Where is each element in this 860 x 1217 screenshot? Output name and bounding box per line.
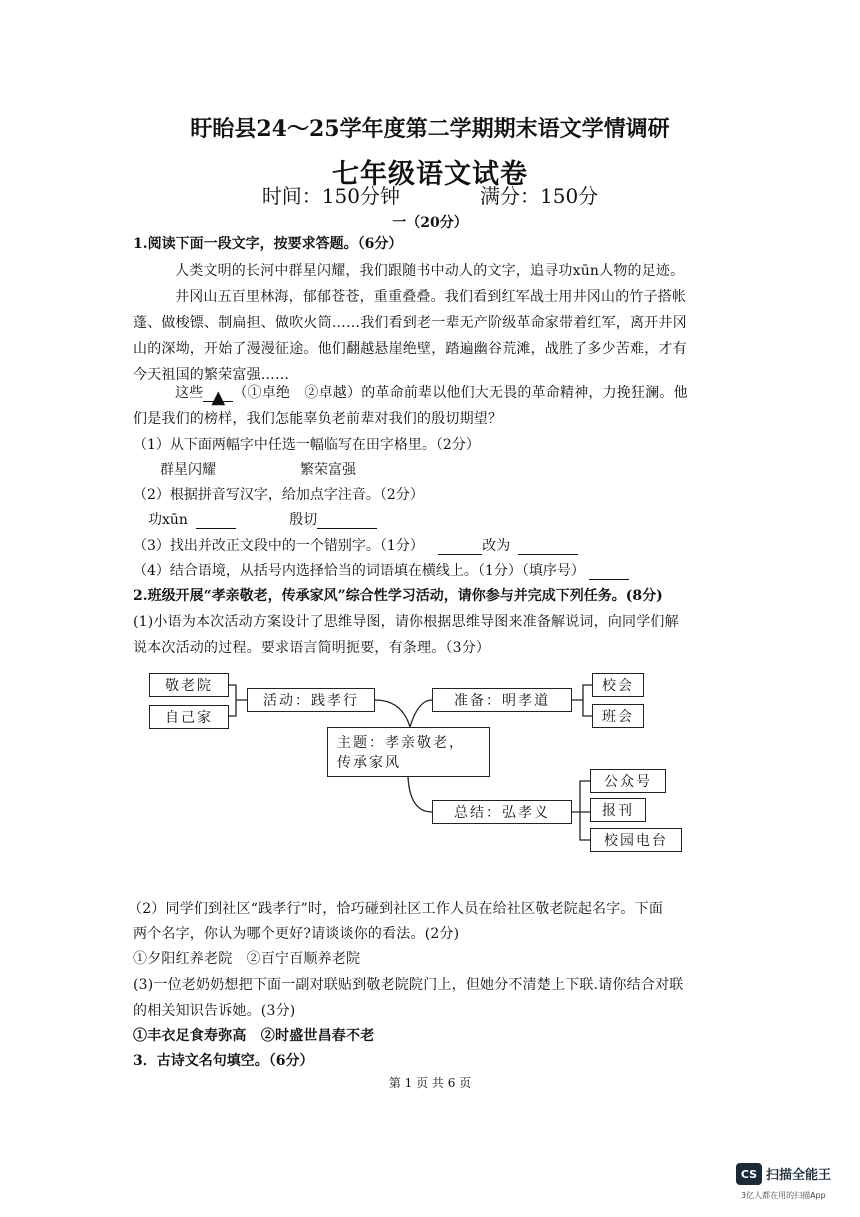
q2-sub1-line1: (1)小语为本次活动方案设计了思维导图，请你根据思维导图来准备解说词，向同学们解 <box>133 614 679 630</box>
q1-sub2: （2）根据拼音写汉字，给加点字注音。（2分） <box>133 487 424 503</box>
q1-para3-prefix: 这些 <box>175 385 204 401</box>
q1-sub3-change-label: 改为 <box>482 538 511 554</box>
q2-sub1-line2: 说本次活动的过程。要求语言简明扼要，有条理。（3分） <box>133 640 491 656</box>
prepare-branch-line <box>572 685 592 716</box>
q1-para2-line3: 山的深坳，开始了漫漫征途。他们翻越悬崖绝壁，踏遍幽谷荒滩，战胜了多少苦难，才有 <box>133 341 687 357</box>
q2-sub2-line1: （2）同学们到社区“践孝行”时，恰巧碰到社区工作人员在给社区敬老院起名字。下面 <box>128 901 664 917</box>
q1-para3-suffix: （①卓绝 ②卓越）的革命前辈以他们大无畏的革命精神，力挽狂澜。他 <box>233 385 688 401</box>
mindmap-node-summary: 总结：弘孝义 <box>432 800 572 824</box>
q2-sub2-options: ①夕阳红养老院 ②百宁百顺养老院 <box>133 951 361 967</box>
mindmap-node-own-home: 自己家 <box>149 705 229 729</box>
q1-sub2-prompt-a: 功xūn <box>148 512 188 528</box>
camscanner-tagline: 3亿人都在用的扫描App <box>741 1191 826 1200</box>
q2-heading: 2.班级开展“孝亲敬老，传承家风”综合性学习活动，请你参与并完成下列任务。(8分) <box>133 588 663 604</box>
mindmap-node-newspaper: 报刊 <box>590 798 646 822</box>
exam-score: 满分：150分 <box>480 184 599 208</box>
mindmap-node-school-assembly: 校会 <box>592 673 644 697</box>
camscanner-logo-icon: CS <box>736 1163 762 1185</box>
q3-heading: 3．古诗文名句填空。（6分） <box>133 1053 314 1069</box>
triangle-marker-icon: ▲ <box>211 387 226 408</box>
q2-sub3-line2: 的相关知识告诉她。(3分) <box>133 1003 296 1019</box>
q1-sub1: （1）从下面两幅字中任选一幅临写在田字格里。（2分） <box>133 437 480 453</box>
camscanner-name: 扫描全能王 <box>766 1168 832 1183</box>
q1-sub2-prompt-b: 殷切 <box>289 512 318 528</box>
page-number: 第 1 页 共 6 页 <box>388 1076 472 1090</box>
center-to-summary-line <box>408 777 432 812</box>
q1-para2-line1: 井冈山五百里林海，郁郁苍苍，重重叠叠。我们看到红军战士用井冈山的竹子搭帐 <box>175 289 687 305</box>
q1-sub4-text: （4）结合语境，从括号内选择恰当的词语填在横线上。（1分）（填序号） <box>133 563 585 579</box>
q1-para2-line4: 今天祖国的繁荣富强…… <box>133 367 290 383</box>
exam-time: 时间：150分钟 <box>261 184 400 208</box>
mindmap-node-activity: 活动：践孝行 <box>247 688 375 712</box>
q1-sub3-text: （3）找出并改正文段中的一个错别字。（1分） <box>133 538 424 554</box>
section-one-heading: 一（20分） <box>392 215 468 231</box>
mindmap-node-theme <box>327 727 490 777</box>
q2-sub2-line2: 两个名字，你认为哪个更好?请谈谈你的看法。(2分) <box>133 926 460 942</box>
center-to-prepare-line <box>410 700 432 727</box>
q1-para1: 人类文明的长河中群星闪耀，我们跟随书中动人的文字，追寻功xūn人物的足迹。 <box>175 263 685 279</box>
q1-para2-line2: 蓬、做梭镖、制扁担、做吹火筒……我们看到老一辈无产阶级革命家带着红军，离开井冈 <box>133 315 687 331</box>
center-to-activity-line <box>375 700 410 727</box>
mindmap-node-nursing-home: 敬老院 <box>149 673 229 697</box>
q2-sub3-line1: (3)一位老奶奶想把下面一副对联贴到敬老院院门上，但她分不清楚上下联.请你结合对联 <box>133 977 684 993</box>
mindmap-node-wechat-account: 公众号 <box>590 769 666 793</box>
mindmap-node-campus-radio: 校园电台 <box>590 828 682 852</box>
q1-para3-line2: 们是我们的榜样，我们怎能辜负老前辈对我们的殷切期望？ <box>133 411 503 427</box>
activity-branch-line <box>228 685 247 716</box>
q1-heading: 1.阅读下面一段文字，按要求答题。（6分） <box>133 236 403 252</box>
q2-sub3-options: ①丰衣足食寿弥高 ②时盛世昌春不老 <box>133 1028 375 1044</box>
q1-sub1-option1: 群星闪耀 <box>160 462 216 478</box>
q1-sub1-option2: 繁荣富强 <box>300 462 356 478</box>
exam-subtitle: 七年级语文试卷 <box>332 159 528 190</box>
mindmap-node-class-meeting: 班会 <box>592 704 644 728</box>
mindmap-theme-line2: 传承家风 <box>337 755 401 771</box>
mindmap-node-prepare: 准备：明孝道 <box>432 688 572 712</box>
summary-branch-line <box>572 781 590 840</box>
exam-header-title: 盱眙县24～25学年度第二学期期末语文学情调研 <box>190 116 670 142</box>
mindmap-theme-line1: 主题：孝亲敬老， <box>337 735 465 751</box>
